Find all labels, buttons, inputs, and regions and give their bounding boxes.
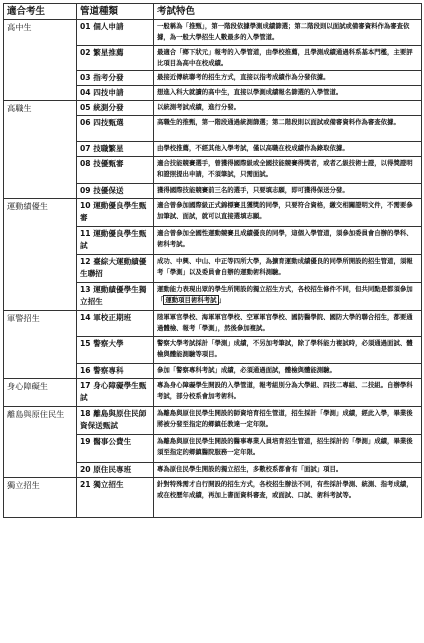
category-cell: 高中生 [4, 20, 77, 101]
feature-cell: 陸軍軍官學校、海軍軍官學校、空軍軍官學校、國防醫學院、國防大學的聯合招生，都要通過體檢、報考「學測」，然後參加複試。 [154, 311, 422, 337]
feature-cell: 運動能力表現出眾的學生所開設的獨立招生方式，各校招生條件不同，但共同點是都須參加「 運動項目術科考試 」 [154, 283, 422, 311]
table-row [4, 20, 422, 46]
category-cell: 離島與原住民生 [4, 407, 77, 478]
feature-cell: 警察大學考試採計「學測」成績，不另加考筆試，除了學科能力複試時，必須通過面試、體檢與體能測驗等項目。 [154, 337, 422, 364]
channel-cell: 06 四技甄選 [77, 116, 154, 142]
feature-cell: 最接近傳統聯考的招生方式，直接以指考成績作為分發依據。 [154, 71, 422, 86]
channel-cell: 05 統測分發 [77, 101, 154, 116]
header-feature: 考試特色 [154, 4, 422, 20]
table-row [4, 101, 422, 116]
feature-cell: 獲得國際技能競賽前三名的選手，只要填志願，即可獲得保送分發。 [154, 184, 422, 199]
table-row [4, 407, 422, 435]
feature-cell: 一般稱為「推甄」，第一階段依據學測成績篩選；第二階段則以面試或備審資料作為審查依據，為一般大學招生人數最多的入學管道。 [154, 20, 422, 46]
channel-cell: 14 軍校正期班 [77, 311, 154, 337]
channel-cell: 12 臺綜大運動績優生聯招 [77, 255, 154, 283]
feature-cell: 專為原住民學生開設的獨立招生，多數校系都會有「面試」項目。 [154, 463, 422, 478]
feature-cell: 由學校推薦，不經其他入學考試，僅以高職在校成績作為錄取依據。 [154, 142, 422, 157]
feature-cell: 想進入科大就讀的高中生，直接以學測成績報名篩選的入學管道。 [154, 86, 422, 101]
channel-cell: 01 個人申請 [77, 20, 154, 46]
feature-cell: 適合曾參加全國性運動競賽且成績優良的同學，這個入學管道，須參加委員會自辦的學科、術科考試。 [154, 227, 422, 255]
channel-cell: 18 離島與原住民師資保送甄試 [77, 407, 154, 435]
table-row [4, 311, 422, 337]
highlighted-phrase: 運動項目術科考試 [165, 296, 217, 304]
channel-cell: 03 指考分發 [77, 71, 154, 86]
channel-cell: 10 運動優良學生甄審 [77, 199, 154, 227]
table-row [4, 478, 422, 518]
feature-cell: 為離島與原住民學生開設的醫事專業人員培育招生管道，招生採計的「學測」成績，畢業後須至指定的鄉鎮醫院服務一定年限。 [154, 435, 422, 463]
feature-cell: 參加「警察專科考試」成績，必須通過面試，體檢與體能測驗。 [154, 364, 422, 379]
feature-cell: 適合曾參加國際級正式錦標賽且獲獎的同學，只要符合資格，繳交相關證明文件，不需要參加筆試、面試，就可以直接選填志願。 [154, 199, 422, 227]
feature-cell: 成功、中興、中山、中正等四所大學，為擴育運動成績優良的同學所開設的招生管道，須報考「學測」以及委員會自辦的運動術科測驗。 [154, 255, 422, 283]
category-cell: 獨立招生 [4, 478, 77, 518]
channel-cell: 16 警察專科 [77, 364, 154, 379]
header-category: 適合考生 [4, 4, 77, 20]
channel-cell: 11 運動優良學生甄試 [77, 227, 154, 255]
feature-cell: 專為身心障礙學生開設的入學管道，報考組別分為大學組、四技二專組、二技組。自辦學科考試，部分校系會加考術科。 [154, 379, 422, 407]
table-body [4, 20, 422, 518]
channel-cell: 17 身心障礙學生甄試 [77, 379, 154, 407]
feature-cell: 最適合「鄉下狀元」報考的入學管道，由學校推薦，且學測成績通過科系基本門檻，主要評比項目為高中在校成績。 [154, 46, 422, 71]
admission-channels-table [3, 3, 422, 518]
channel-cell: 07 技職繁星 [77, 142, 154, 157]
channel-cell: 08 技優甄審 [77, 157, 154, 184]
admission-channels-document [3, 3, 421, 518]
feature-cell: 針對特殊需才自行開設的招生方式，各校招生辦法不同，有些採計學測、統測、指考成績，或在校歷年成績，再加上書面資料審查，或面試、口試、術科考試等。 [154, 478, 422, 518]
channel-cell: 13 運動績優學生獨立招生 [77, 283, 154, 311]
channel-cell: 19 醫事公費生 [77, 435, 154, 463]
category-cell: 身心障礙生 [4, 379, 77, 407]
category-cell: 軍警招生 [4, 311, 77, 379]
channel-cell: 21 獨立招生 [77, 478, 154, 518]
table-row [4, 379, 422, 407]
channel-cell: 02 繁星推薦 [77, 46, 154, 71]
feature-cell: 以統測考試成績，進行分發。 [154, 101, 422, 116]
channel-cell: 20 原住民專班 [77, 463, 154, 478]
channel-cell: 04 四技申請 [77, 86, 154, 101]
header-row [4, 4, 422, 20]
feature-cell: 為離島與原住民學生開設的師資培育招生管道，招生採計「學測」成績，經此入學，畢業後將被分發至指定的鄉鎮任教達一定年限。 [154, 407, 422, 435]
feature-cell: 高職生的推甄，第一階段通過統測篩選；第二階段則以面試或備審資料作為審查依據。 [154, 116, 422, 142]
category-cell: 高職生 [4, 101, 77, 199]
table-row [4, 199, 422, 227]
feature-cell: 適合技能競賽選手，曾獲得國際級或全國技能競賽得獎者，或者乙級技術士證，以得獎證明和證照提出申請，不須筆試，只需面試。 [154, 157, 422, 184]
category-cell: 運動績優生 [4, 199, 77, 311]
channel-cell: 15 警察大學 [77, 337, 154, 364]
channel-cell: 09 技優保送 [77, 184, 154, 199]
header-channel: 管道種類 [77, 4, 154, 20]
